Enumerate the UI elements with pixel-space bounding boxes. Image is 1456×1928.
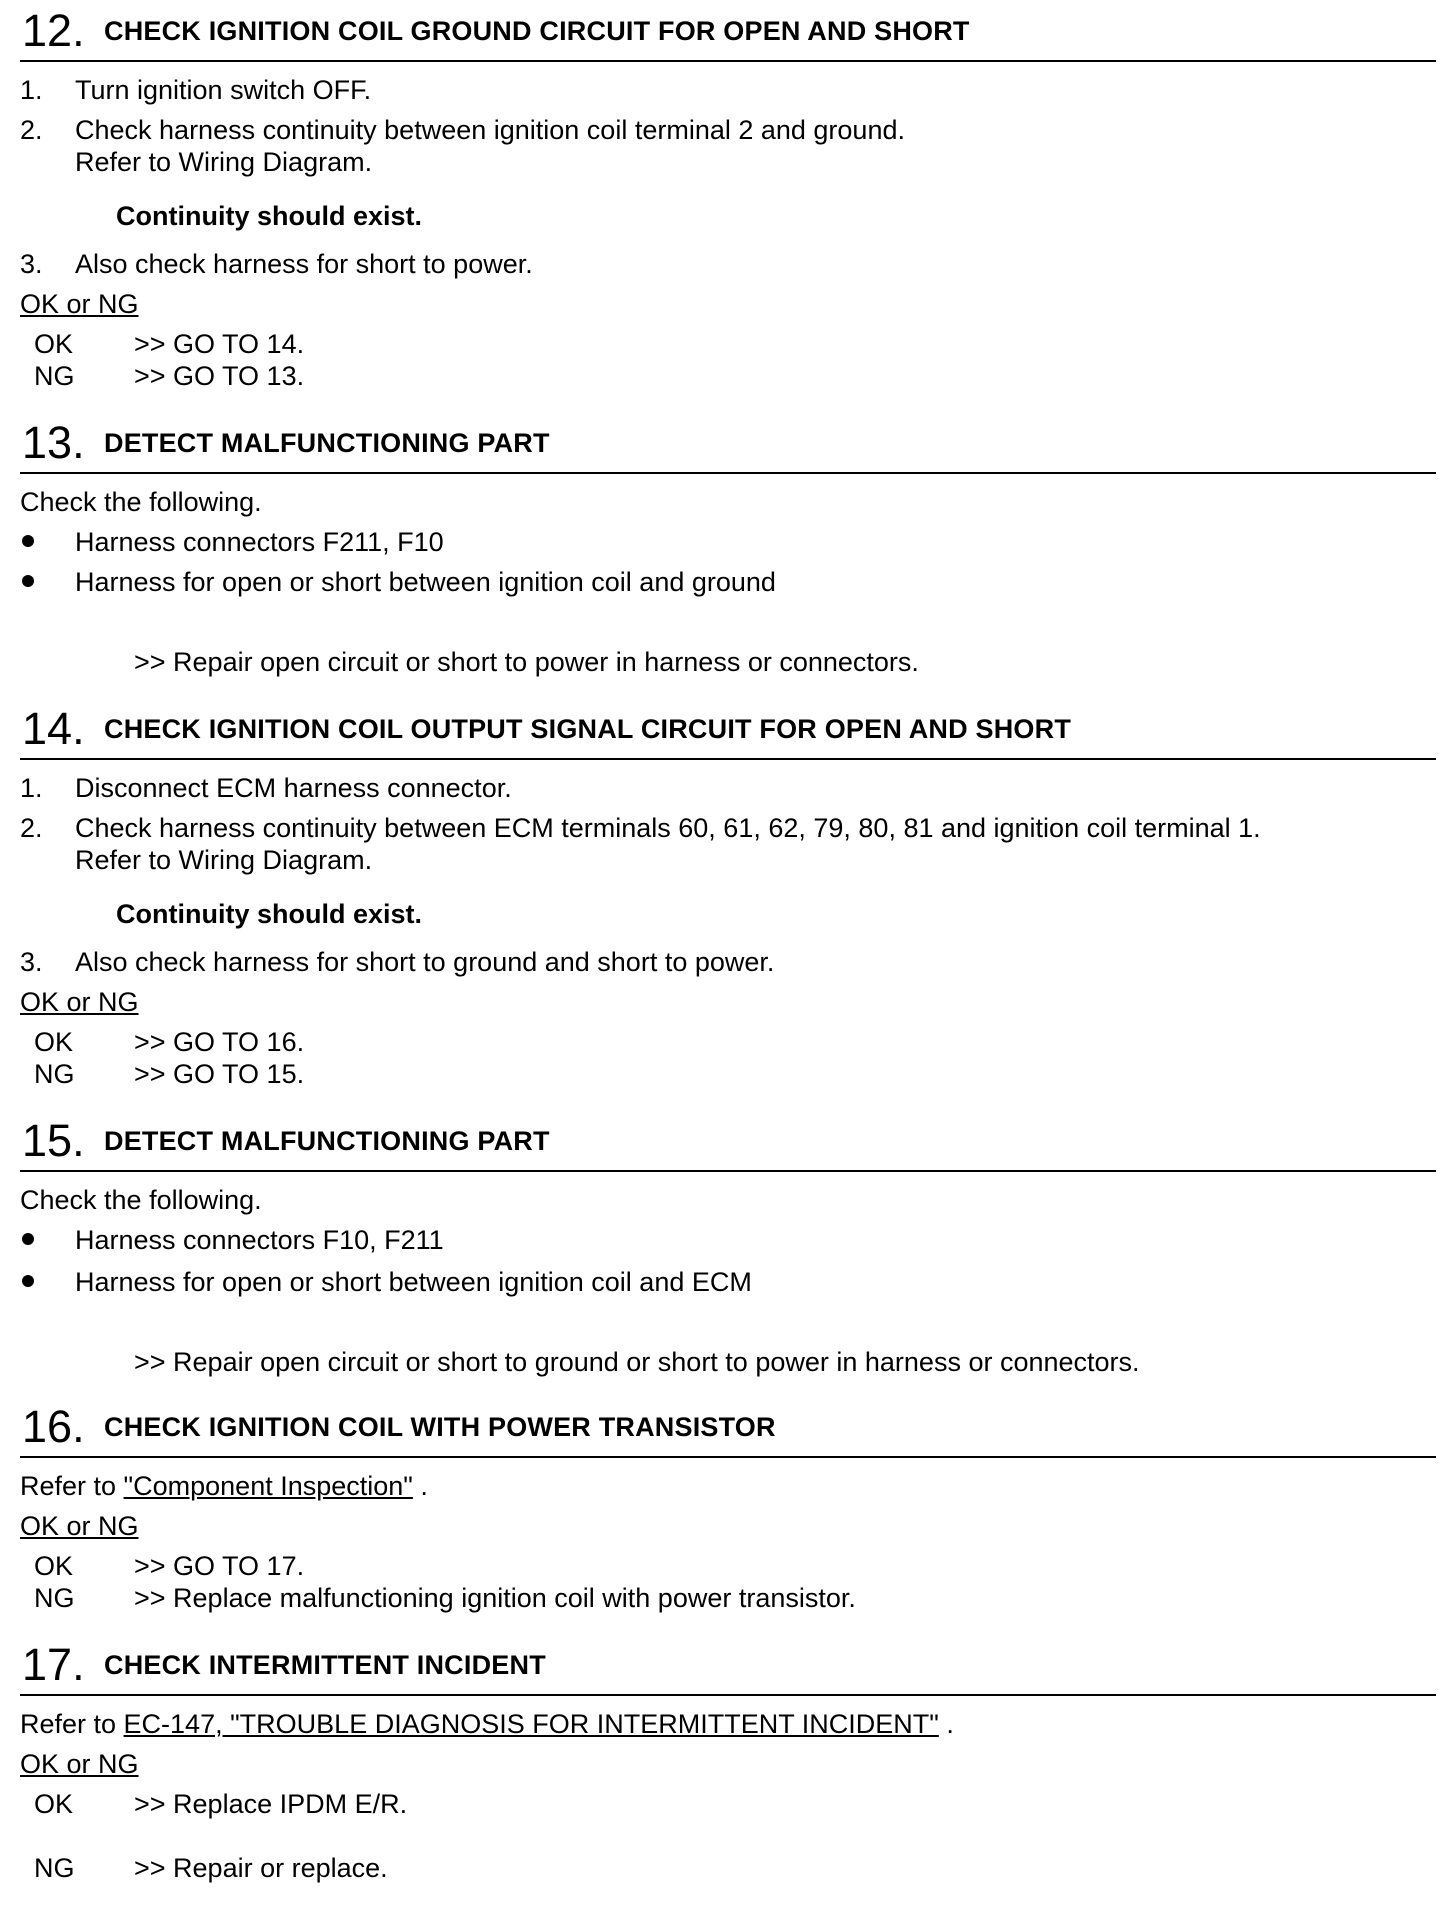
spec-text: Continuity should exist.	[116, 201, 423, 231]
ok-or-ng-label: OK or NG	[20, 987, 139, 1017]
section-number: 13.	[22, 417, 85, 468]
section-number: 17.	[22, 1639, 85, 1690]
spec-text: Continuity should exist.	[116, 899, 423, 929]
section-number: 14.	[22, 703, 85, 754]
section-title: CHECK INTERMITTENT INCIDENT	[104, 1650, 546, 1680]
section-12-header	[20, 0, 1436, 62]
section-number: 16.	[22, 1401, 85, 1452]
section-title: DETECT MALFUNCTIONING PART	[104, 1126, 550, 1156]
intermittent-incident-link[interactable]: EC-147, "TROUBLE DIAGNOSIS FOR INTERMITTENT INCIDENT"	[123, 1709, 939, 1739]
action-text: >> Repair open circuit or short to ground or short to power in harness or connectors.	[134, 1347, 1140, 1377]
intro-text: Check the following.	[20, 1185, 262, 1215]
ok-or-ng-label: OK or NG	[20, 1749, 139, 1779]
section-number: 12.	[22, 5, 85, 56]
refer-line: Refer to EC-147, "TROUBLE DIAGNOSIS FOR INTERMITTENT INCIDENT" .	[20, 1709, 954, 1739]
refer-line: Refer to "Component Inspection" .	[20, 1471, 428, 1501]
ok-or-ng-label: OK or NG	[20, 289, 139, 319]
section-title: CHECK IGNITION COIL WITH POWER TRANSISTOR	[104, 1412, 776, 1442]
bullet-icon	[22, 1233, 34, 1245]
section-title: CHECK IGNITION COIL GROUND CIRCUIT FOR OPEN AND SHORT	[104, 16, 970, 46]
bullet-icon	[22, 535, 34, 547]
section-16-header	[20, 1396, 1436, 1458]
component-inspection-link[interactable]: "Component Inspection"	[123, 1471, 413, 1501]
bullet-icon	[22, 575, 34, 587]
ok-or-ng-label: OK or NG	[20, 1511, 139, 1541]
action-text: >> Repair open circuit or short to power in harness or connectors.	[134, 647, 919, 677]
section-title: DETECT MALFUNCTIONING PART	[104, 428, 550, 458]
bullet-icon	[22, 1275, 34, 1287]
section-number: 15.	[22, 1115, 85, 1166]
section-title: CHECK IGNITION COIL OUTPUT SIGNAL CIRCUIT FOR OPEN AND SHORT	[104, 714, 1072, 744]
intro-text: Check the following.	[20, 487, 262, 517]
section-15-header	[20, 1110, 1436, 1172]
section-13-header	[20, 412, 1436, 474]
section-14-header	[20, 698, 1436, 760]
section-17-header	[20, 1634, 1436, 1696]
